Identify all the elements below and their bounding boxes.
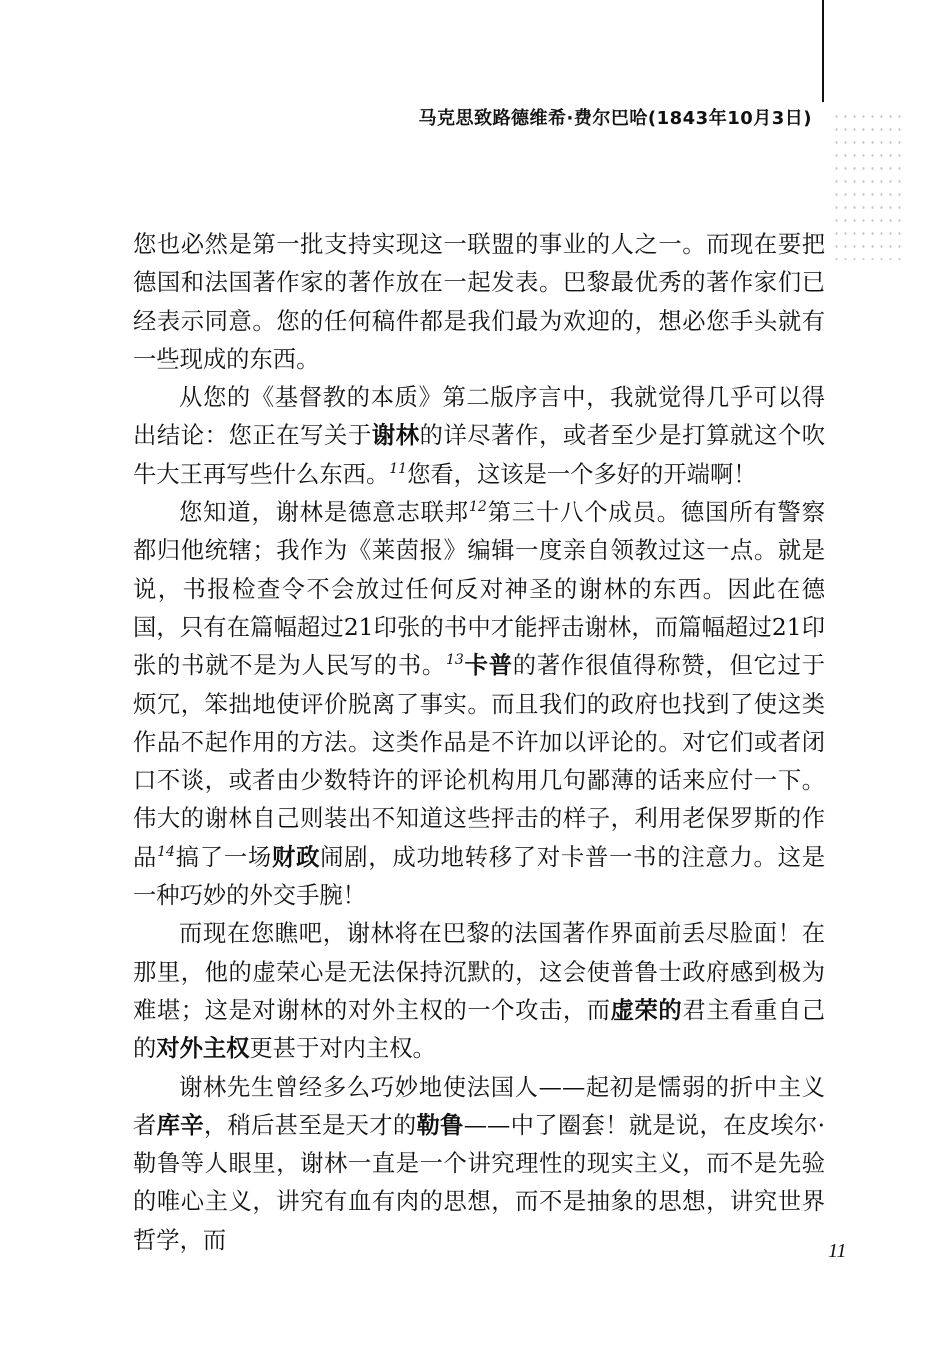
paragraph — [133, 226, 825, 379]
text-run: ——中了圈套！就是说，在皮埃尔·勒鲁等人眼里，谢林一直是一个讲究理性的现实主义，而不是先验的唯心主义，讲究有血有肉的思想，而不是抽象的思想，讲究世界哲学，而 — [133, 1111, 826, 1254]
text-run: 闹剧，成功地转移了对卡普一书的注意力。这是一种巧妙的外交手腕！ — [133, 843, 826, 910]
emphasized-term: 对外主权 — [156, 1035, 250, 1063]
text-run: 君主看重自己的 — [133, 996, 826, 1063]
running-head: 马克思致路德维希·费尔巴哈(1843年10月3日) — [418, 108, 812, 129]
paragraph — [133, 915, 825, 1068]
footnote-marker: 11 — [389, 461, 408, 478]
text-run: 更甚于对内主权。 — [249, 1035, 436, 1063]
emphasized-term: 勒鲁 — [416, 1111, 464, 1139]
page-number: 11 — [828, 1240, 847, 1262]
emphasized-term: 虚荣的 — [610, 996, 683, 1024]
paragraph — [133, 379, 825, 494]
text-run: 的著作很值得称赞，但它过于烦冗，笨拙地使评价脱离了事实。而且我们的政府也找到了使这类作品不起作用的方法。这类作品是不许加以评论的。对它们或者闭口不谈，或者由少数特许的评论机构用几句鄙薄的话来应付一下。伟大的谢林自己则装出不知道这些抨击的样子，利用老保罗斯的作品 — [133, 652, 826, 871]
emphasized-term: 财政 — [272, 843, 321, 871]
text-run: 您看，这该是一个多好的开端啊！ — [407, 460, 757, 488]
page-edge-line — [822, 0, 824, 102]
footnote-marker: 13 — [446, 652, 464, 669]
text-run: 谢林先生曾经多么巧妙地使法国人——起初是懦弱的折中主义者 — [133, 1073, 825, 1139]
text-run: 您也必然是第一批支持实现这一联盟的事业的人之一。而现在要把德国和法国著作家的著作放在一起发表。巴黎最优秀的著作家们已经表示同意。您的任何稿件都是我们最为欢迎的，想必您手头就有一些现成的东西。 — [133, 231, 825, 373]
footnote-marker: 12 — [468, 499, 487, 516]
footnote-marker: 14 — [157, 843, 175, 860]
emphasized-term: 谢林 — [371, 422, 420, 450]
paragraph — [133, 1069, 825, 1260]
paragraph — [133, 494, 825, 915]
text-run: 而现在您瞧吧，谢林将在巴黎的法国著作界面前丢尽脸面！在那里，他的虚荣心是无法保持沉默的，这会使普鲁士政府感到极为难堪；这是对谢林的对外主权的一个攻击，而 — [133, 920, 825, 1024]
text-run: 搞了一场 — [174, 843, 272, 871]
text-run: 从您的《基督教的本质》第二版序言中，我就觉得几乎可以得出结论：您正在写关于 — [133, 384, 825, 450]
text-run: 第三十八个成员。德国所有警察都归他统辖；我作为《莱茵报》编辑一度亲自领教过这一点。就是说，书报检查令不会放过任何反对神圣的谢林的东西。因此在德国，只有在篇幅超过21印张的书中才能抨击谢林，而篇幅超过21印张的书就不是为人民写的书。 — [133, 499, 826, 680]
text-run: 的详尽著作，或者至少是打算就这个吹牛大王再写些什么东西。 — [133, 422, 826, 488]
text-run: 您知道，谢林是德意志联邦 — [179, 499, 469, 527]
body-text — [133, 226, 825, 1260]
text-run: ，稍后甚至是天才的 — [203, 1111, 417, 1139]
scan-speckle — [832, 110, 902, 260]
emphasized-term: 卡普 — [463, 652, 513, 680]
emphasized-term: 库辛 — [156, 1111, 204, 1139]
